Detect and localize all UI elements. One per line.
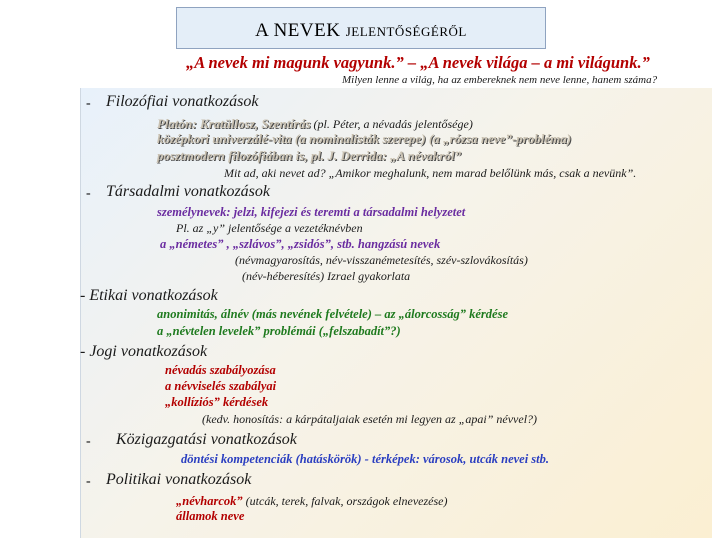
politikai-line-1 xyxy=(176,492,447,510)
title-box xyxy=(176,7,546,49)
filozofiai-line-3: posztmodern filozófiában is, pl. J. Derrida: „A névakról” xyxy=(157,148,462,163)
bullet-dash: - xyxy=(86,434,91,449)
section-heading-etikai: - Etikai vonatkozások xyxy=(80,287,218,304)
jogi-line-2: a névviselés szabályai xyxy=(165,379,277,393)
bullet-dash: - xyxy=(86,474,91,489)
jogi-line-4: (kedv. honosítás: a kárpátaljaiak esetén mi legyen az „apai” névvel?) xyxy=(202,412,538,426)
question: Milyen lenne a világ, ha az embereknek nem neve lenne, hanem száma? xyxy=(342,74,658,86)
jogi-line-3: „kollíziós” kérdések xyxy=(165,395,269,409)
title-main: A NEVEK xyxy=(255,20,346,41)
kozigazgatasi-line-1: döntési kompetenciák (hatáskörök) - térképek: városok, utcák nevei stb. xyxy=(181,452,550,466)
title-small: JELENTŐSÉGÉRŐL xyxy=(345,24,467,39)
tarsadalmi-line-3: a „németes” , „szlávos”, „zsidós”, stb. hangzású nevek xyxy=(160,237,441,251)
tarsadalmi-line-5: (név-héberesítés) Izrael gyakorlata xyxy=(242,269,411,283)
jogi-line-1: névadás szabályozása xyxy=(165,363,276,377)
bullet-dash: - xyxy=(86,186,91,201)
filozofiai-line-2: középkori univerzálé-vita (a nominalisták szerepe) (a „rózsa neve”-probléma) xyxy=(157,131,572,146)
section-heading-filozofiai: Filozófiai vonatkozások xyxy=(106,93,259,110)
filozofiai-line-4: Mit ad, aki nevet ad? „Amikor meghalunk, nem marad belőlünk más, csak a nevünk”. xyxy=(224,166,637,180)
tarsadalmi-line-2: Pl. az „y” jelentősége a vezetéknévben xyxy=(176,221,363,235)
section-heading-kozigazgatasi: Közigazgatási vonatkozások xyxy=(116,431,297,448)
politikai-line-2: államok neve xyxy=(176,509,245,523)
etikai-line-1: anonimitás, álnév (más nevének felvétele) – az „álorcosság” kérdése xyxy=(157,307,508,321)
filozofiai-line-1-bold: Platón: Kratüllosz, Szentírás xyxy=(157,116,311,131)
politikai-line-1-plain: (utcák, terek, falvak, országok elnevezése) xyxy=(242,494,448,508)
etikai-line-2: a „névtelen levelek” problémái („felszabadít”?) xyxy=(157,324,401,338)
filozofiai-line-1-plain: (pl. Péter, a névadás jelentősége) xyxy=(310,117,473,131)
page-title xyxy=(177,20,545,42)
tarsadalmi-line-1: személynevek: jelzi, kifejezi és teremti a társadalmi helyzetet xyxy=(157,205,466,219)
tarsadalmi-line-4: (névmagyarosítás, név-visszanémetesítés, szév-szlovákosítás) xyxy=(235,253,528,267)
section-heading-tarsadalmi: Társadalmi vonatkozások xyxy=(106,183,270,200)
section-heading-politikai: Politikai vonatkozások xyxy=(106,471,252,488)
bullet-dash: - xyxy=(86,96,91,111)
politikai-line-1-bold: „névharcok” xyxy=(176,494,243,508)
quote: „A nevek mi magunk vagyunk.” – „A nevek világa – a mi világunk.” xyxy=(186,53,650,72)
section-heading-jogi: - Jogi vonatkozások xyxy=(80,343,208,360)
